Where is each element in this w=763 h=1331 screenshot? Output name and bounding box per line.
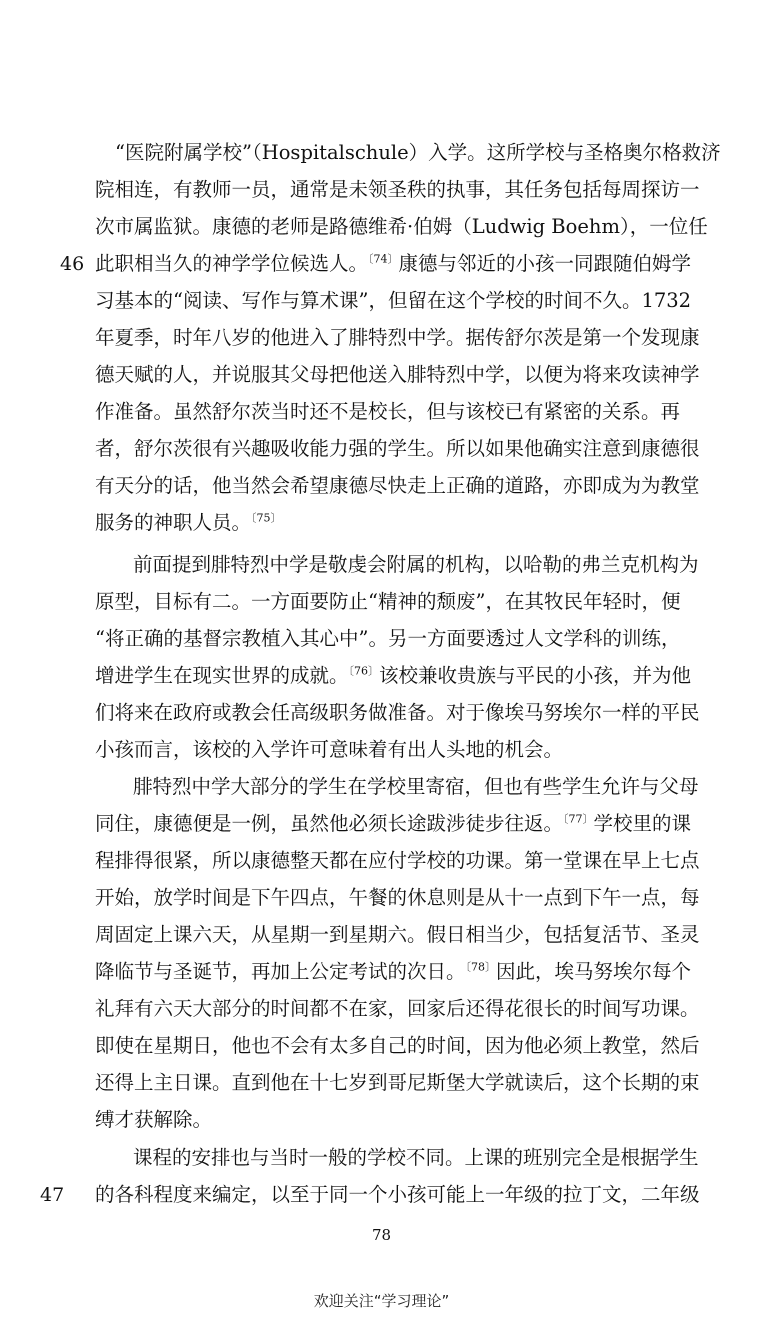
text-segment: 增进学生在现实世界的成就。 bbox=[95, 664, 349, 687]
text-line: 年夏季，时年八岁的他进入了腓特烈中学。据传舒尔茨是第一个发现康 bbox=[95, 326, 700, 349]
text-segment: 此职相当久的神学学位候选人。 bbox=[95, 252, 369, 275]
text-segment: 服务的神职人员。 bbox=[95, 511, 252, 534]
footnote-ref: 〔78〕 bbox=[465, 960, 497, 974]
text-line: 院相连，有教师一员，通常是未领圣秩的执事，其任务包括每周探访一 bbox=[95, 178, 700, 201]
text-line: 原型，目标有二。一方面要防止“精神的颓废”，在其牧民年轻时，便 bbox=[95, 590, 681, 613]
text-line: 次市属监狱。康德的老师是路德维希·伯姆（Ludwig Boehm），一位任 bbox=[95, 215, 708, 238]
text-line: 程排得很紧，所以康德整天都在应付学校的功课。第一堂课在早上七点 bbox=[95, 849, 700, 872]
text-line: 者，舒尔茨很有兴趣吸收能力强的学生。所以如果他确实注意到康德很 bbox=[95, 437, 700, 460]
text-line: 前面提到腓特烈中学是敬虔会附属的机构，以哈勒的弗兰克机构为 bbox=[133, 553, 699, 576]
text-segment: 降临节与圣诞节，再加上公定考试的次日。 bbox=[95, 960, 466, 983]
footnote-ref: 〔74〕 bbox=[368, 252, 399, 266]
footnote-ref: 〔76〕 bbox=[348, 664, 380, 678]
text-line: 开始，放学时间是下午四点，午餐的休息则是从十一点到下午一点，每 bbox=[95, 886, 700, 909]
text-line: 小孩而言，该校的入学许可意味着有出人头地的机会。 bbox=[95, 738, 564, 761]
text-segment: 学校里的课 bbox=[593, 812, 692, 835]
text-line: 作准备。虽然舒尔茨当时还不是校长，但与该校已有紧密的关系。再 bbox=[95, 400, 681, 423]
margin-page-number: 46 bbox=[60, 253, 85, 275]
footnote-ref: 〔75〕 bbox=[251, 511, 282, 525]
text-segment: 康德与邻近的小孩一同跟随伯姆学 bbox=[398, 252, 692, 275]
text-line bbox=[95, 510, 725, 536]
text-line: “医院附属学校”（Hospitalschule）入学。这所学校与圣格奥尔格救济 bbox=[115, 141, 721, 164]
text-segment: 因此，埃马努埃尔每个 bbox=[496, 960, 692, 983]
text-segment: 该校兼收贵族与平民的小孩，并为他 bbox=[379, 664, 692, 687]
footer-watermark: 欢迎关注“学习理论” bbox=[313, 1292, 450, 1310]
text-line: 即使在星期日，他也不会有太多自己的时间，因为他必须上教堂，然后 bbox=[95, 1034, 700, 1057]
text-line: 周固定上课六天，从星期一到星期六。假日相当少，包括复活节、圣灵 bbox=[95, 923, 700, 946]
text-line: “将正确的基督宗教植入其心中”。另一方面要透过人文学科的训练， bbox=[95, 627, 681, 650]
text-line bbox=[95, 811, 725, 837]
text-line: 腓特烈中学大部分的学生在学校里寄宿，但也有些学生允许与父母 bbox=[133, 775, 699, 798]
text-line: 课程的安排也与当时一般的学校不同。上课的班别完全是根据学生 bbox=[133, 1146, 699, 1169]
text-line: 习基本的“阅读、写作与算术课”，但留在这个学校的时间不久。1732 bbox=[95, 289, 692, 312]
page-number: 78 bbox=[371, 1226, 392, 1244]
text-line: 们将来在政府或教会任高级职务做准备。对于像埃马努埃尔一样的平民 bbox=[95, 701, 700, 724]
margin-page-number: 47 bbox=[40, 1184, 65, 1206]
text-line: 还得上主日课。直到他在十七岁到哥尼斯堡大学就读后，这个长期的束 bbox=[95, 1071, 700, 1094]
text-line bbox=[95, 959, 725, 985]
text-line: 缚才获解除。 bbox=[95, 1108, 213, 1131]
text-line bbox=[95, 251, 725, 277]
text-line: 有天分的话，他当然会希望康德尽快走上正确的道路，亦即成为为教堂 bbox=[95, 474, 700, 497]
text-line: 礼拜有六天大部分的时间都不在家，回家后还得花很长的时间写功课。 bbox=[95, 997, 700, 1020]
text-line bbox=[95, 663, 725, 689]
footnote-ref: 〔77〕 bbox=[563, 812, 594, 826]
text-segment: 同住，康德便是一例，虽然他必须长途跋涉徒步往返。 bbox=[95, 812, 564, 835]
text-line: 的各科程度来编定，以至于同一个小孩可能上一年级的拉丁文，二年级 bbox=[95, 1183, 700, 1206]
text-line: 德天赋的人，并说服其父母把他送入腓特烈中学，以便为将来攻读神学 bbox=[95, 363, 700, 386]
